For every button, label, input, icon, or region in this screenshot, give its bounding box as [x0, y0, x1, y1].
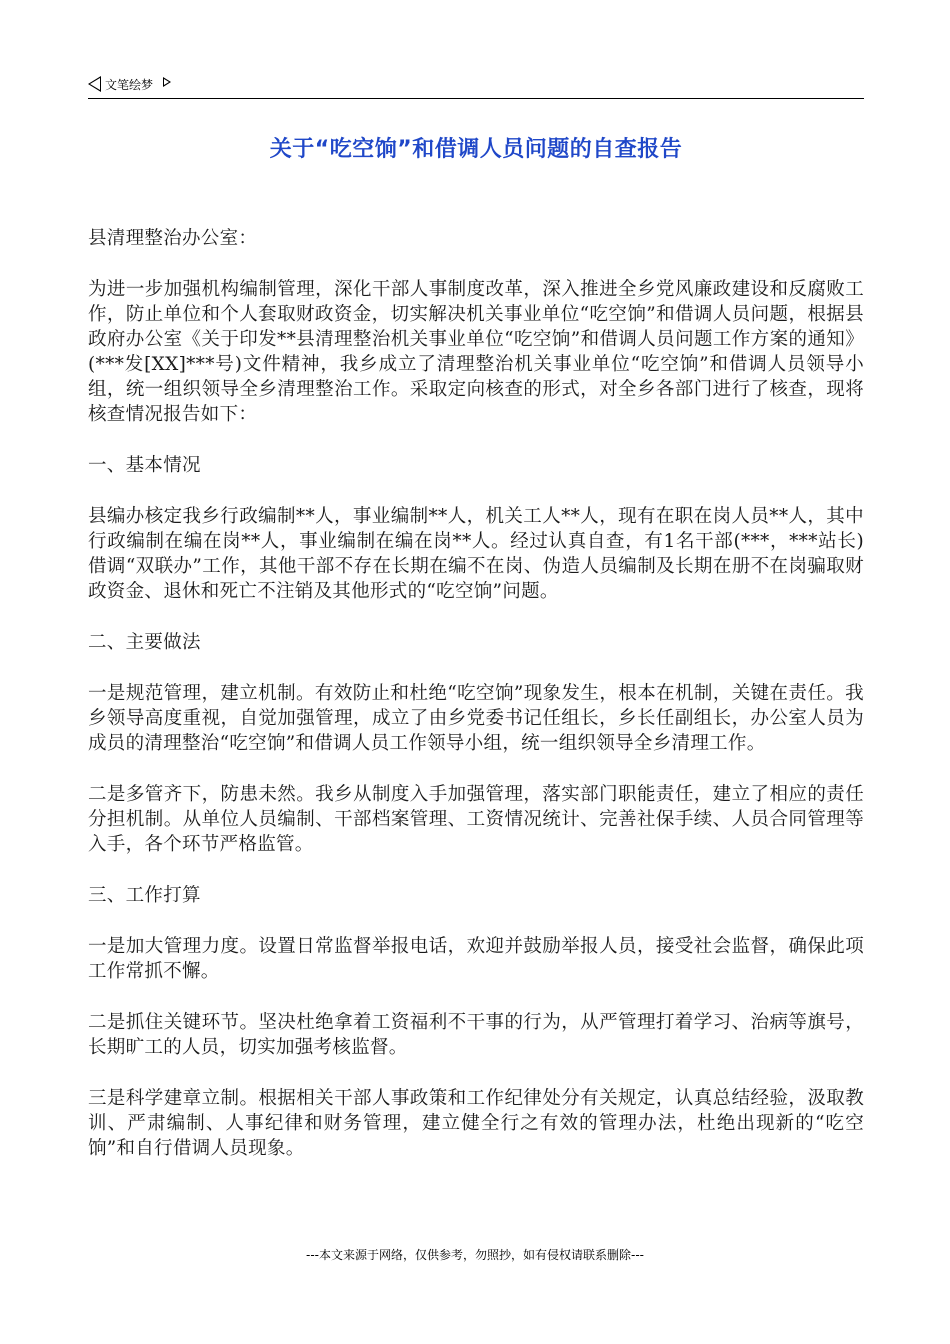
- triangle-left-icon: [88, 76, 101, 92]
- paragraph-method-2: 二是多管齐下，防患未然。我乡从制度入手加强管理，落实部门职能责任，建立了相应的责任分担机制。从单位人员编制、干部档案管理、工资情况统计、完善社保手续、人员合同管理等入手，各个环节严格监管。: [88, 784, 864, 855]
- document-title: 关于“吃空饷”和借调人员问题的自查报告: [269, 137, 683, 162]
- paragraph-plan-2: 二是抓住关键环节。坚决杜绝拿着工资福利不干事的行为，从严管理打着学习、治病等旗号，长期旷工的人员，切实加强考核监督。: [88, 1012, 864, 1058]
- header-brand-group: [88, 72, 171, 96]
- paragraph-plan-3: 三是科学建章立制。根据相关干部人事政策和工作纪律处分有关规定，认真总结经验，汲取教训、严肃编制、人事纪律和财务管理，建立健全行之有效的管理办法，杜绝出现新的“吃空饷”和自行借调人员现象。: [88, 1088, 864, 1159]
- paragraph-method-1: 一是规范管理，建立机制。有效防止和杜绝“吃空饷”现象发生，根本在机制，关键在责任。我乡领导高度重视，自觉加强管理，成立了由乡党委书记任组长，乡长任副组长，办公室人员为成员的清理整治“吃空饷”和借调人员工作领导小组，统一组织领导全乡清理工作。: [88, 683, 864, 754]
- section-heading-methods: 二、主要做法: [88, 632, 201, 653]
- salutation: 县清理整治办公室：: [88, 228, 258, 249]
- document-body: [88, 226, 864, 1187]
- section-heading-basic: 一、基本情况: [88, 455, 201, 476]
- paragraph-basic: 县编办核定我乡行政编制**人，事业编制**人，机关工人**人，现有在职在岗人员**人，其中行政编制在编在岗**人，事业编制在编在岗**人。经过认真自查，有1名干部(***，***站长)借调“双联办”工作，其他干部不存在长期在编不在岗、伪造人员编制及长期在册不在岗骗取财政资金、退休和死亡不注销及其他形式的“吃空饷”问题。: [88, 506, 864, 602]
- header-brand: 文笔绘梦: [105, 77, 154, 92]
- page-footer: ---本文来源于网络，仅供参考，勿照抄，如有侵权请联系删除---: [306, 1248, 644, 1262]
- page-header: [88, 72, 864, 99]
- section-heading-plans: 三、工作打算: [88, 885, 201, 906]
- paragraph-plan-1: 一是加大管理力度。设置日常监督举报电话，欢迎并鼓励举报人员，接受社会监督，确保此项工作常抓不懈。: [88, 936, 864, 982]
- triangle-right-icon: [163, 77, 171, 87]
- paragraph-intro: 为进一步加强机构编制管理，深化干部人事制度改革，深入推进全乡党风廉政建设和反腐败工作，防止单位和个人套取财政资金，切实解决机关事业单位“吃空饷”和借调人员问题，根据县政府办公室《关于印发**县清理整治机关事业单位“吃空饷”和借调人员问题工作方案的通知》(***发[XX]***号)文件精神，我乡成立了清理整治机关事业单位“吃空饷”和借调人员领导小组，统一组织领导全乡清理整治工作。采取定向核查的形式，对全乡各部门进行了核查，现将核查情况报告如下：: [88, 279, 864, 425]
